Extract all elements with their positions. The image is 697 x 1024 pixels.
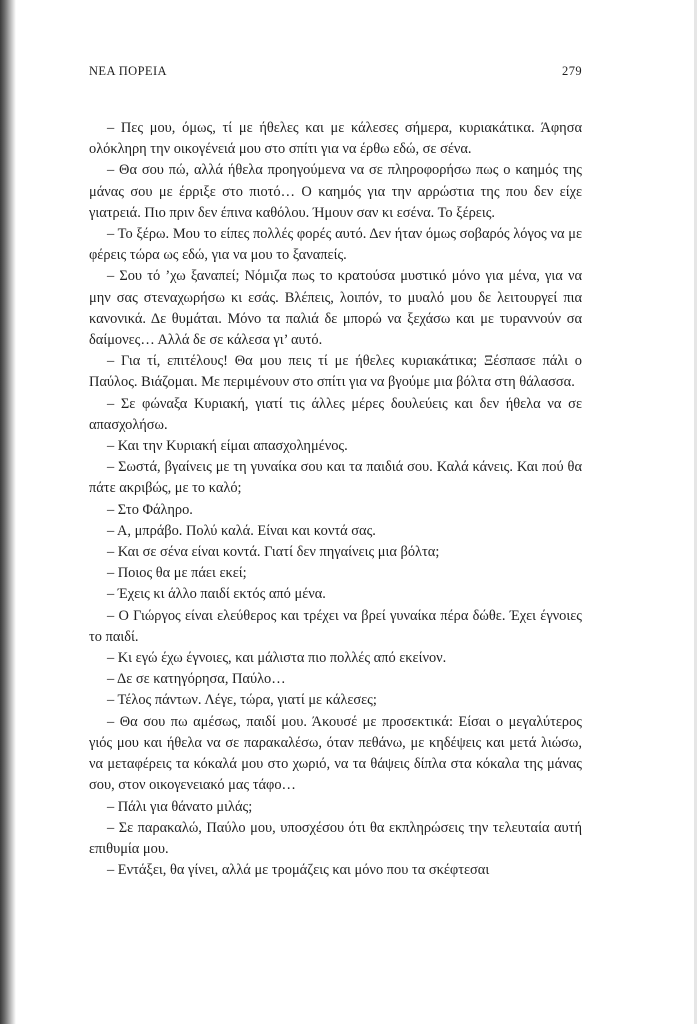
paragraph: – Α, μπράβο. Πολύ καλά. Είναι και κοντά σας.	[107, 522, 376, 539]
paragraph: – Πάλι για θάνατο μιλάς;	[107, 798, 253, 815]
paragraph: – Σε φώναξα Κυριακή, γιατί τις άλλες μέρες δουλεύεις και δεν ήθελα να σε απασχολήσω.	[89, 395, 582, 433]
paragraph: – Θα σου πω αμέσως, παιδί μου. Άκουσέ με προσεκτικά: Είσαι ο μεγαλύτερος γιός μου και ήθελα να σε παρακαλέσω, όταν πεθάνω, με κηδέψεις και μετά λιώσω, να μεταφέρεις τα κόκαλά μου στο χωριό, να τα θάψεις δίπλα στα κόκαλα της μάνας σου, στον οικογενειακό μας τάφο…	[89, 713, 582, 794]
paragraph: – Για τί, επιτέλους! Θα μου πεις τί με ήθελες κυριακάτικα; Ξέσπασε πάλι ο Παύλος. Βιάζομαι. Με περιμένουν στο σπίτι για να βγούμε μια βόλτα στη θάλασσα.	[89, 353, 582, 391]
paragraph: – Ποιος θα με πάει εκεί;	[107, 565, 247, 582]
paragraph: – Κι εγώ έχω έγνοιες, και μάλιστα πιο πολλές από εκείνον.	[107, 650, 447, 667]
paragraph: – Δε σε κατηγόρησα, Παύλο…	[107, 671, 286, 688]
paragraph: – Σου τό ’χω ξαναπεί; Νόμιζα πως το κρατούσα μυστικό μόνο για μένα, για να μην σας στεναχωρήσω κι εσάς. Βλέπεις, λοιπόν, το μυαλό μου δε λειτουργεί πια κανονικά. Δε θυμάται. Μόνο τα παλιά δε μπορώ να ξεχάσω και με τυραννούν σα δαίμονες… Αλλά δε σε κάλεσα γι’ αυτό.	[89, 268, 582, 349]
paragraph: – Εντάξει, θα γίνει, αλλά με τρομάζεις και μόνο που τα σκέφτεσαι	[107, 862, 490, 879]
running-header	[89, 64, 582, 84]
paragraph: – Το ξέρω. Μου το είπες πολλές φορές αυτό. Δεν ήταν όμως σοβαρός λόγος να με φέρεις τώρα ως εδώ, για να μου το ξαναπείς.	[89, 226, 582, 264]
paragraph: – Πες μου, όμως, τί με ήθελες και με κάλεσες σήμερα, κυριακάτικα. Άφησα ολόκληρη την οικογένειά μου στο σπίτι για να έρθω εδώ, σε σένα.	[89, 120, 582, 158]
paragraph: – Ο Γιώργος είναι ελεύθερος και τρέχει να βρεί γυναίκα πέρα δώθε. Έχει έγνοιες το παιδί.	[89, 607, 582, 645]
paragraph: – Σε παρακαλώ, Παύλο μου, υποσχέσου ότι θα εκπληρώσεις την τελευταία αυτή επιθυμία μου.	[89, 819, 582, 857]
page-number: 279	[562, 64, 582, 78]
body-text	[89, 118, 582, 881]
running-title: ΝΕΑ ΠΟΡΕΙΑ	[89, 64, 167, 78]
paragraph: – Θα σου πώ, αλλά ήθελα προηγούμενα να σε πληροφορήσω πως ο καημός της μάνας σου με έρριξε στο πιοτό… Ο καημός για την αρρώστια της που δεν είχε γιατρειά. Πιο πριν δεν έπινα καθόλου. Ήμουν σαν κι εσένα. Το ξέρεις.	[89, 162, 582, 221]
book-spine-shadow	[0, 0, 16, 1024]
paragraph: – Στο Φάληρο.	[107, 501, 193, 518]
paragraph: – Έχεις κι άλλο παιδί εκτός από μένα.	[107, 586, 326, 603]
paragraph: – Και σε σένα είναι κοντά. Γιατί δεν πηγαίνεις μια βόλτα;	[107, 544, 440, 561]
paragraph: – Τέλος πάντων. Λέγε, τώρα, γιατί με κάλεσες;	[107, 692, 377, 709]
paragraph: – Και την Κυριακή είμαι απασχολημένος.	[107, 438, 348, 455]
paragraph: – Σωστά, βγαίνεις με τη γυναίκα σου και τα παιδιά σου. Καλά κάνεις. Και πού θα πάτε ακριβώς, με το καλό;	[89, 459, 582, 497]
